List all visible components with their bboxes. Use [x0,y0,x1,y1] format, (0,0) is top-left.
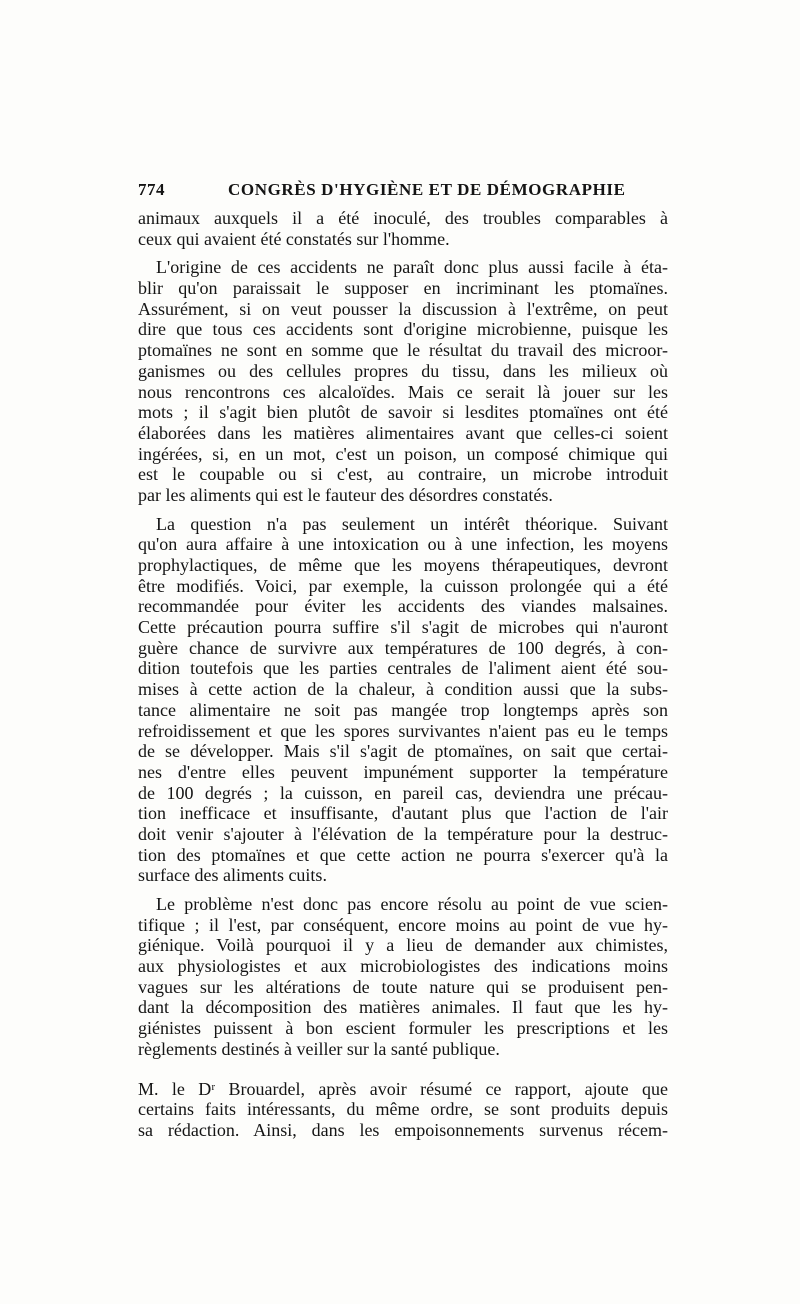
paragraph-brouardel [138,1079,668,1141]
text-line: aux physiologistes et aux microbiologistes des indications moins [138,956,668,977]
text-line: être modifiés. Voici, par exemple, la cuisson prolongée qui a été [138,575,668,596]
text-line: doit venir s'ajouter à l'élévation de la température pour la destruc- [138,823,668,844]
text-line: prophylactiques, de même que les moyens thérapeutiques, devront [138,555,668,575]
text-line: de 100 degrés ; la cuisson, en pareil cas, deviendra une précau- [138,782,668,803]
text-line: mises à cette action de la chaleur, à condition aussi que la subs- [138,679,668,700]
text-line: ptomaïnes ne sont en somme que le résultat du travail des microor- [138,340,668,361]
text-line: par les aliments qui est le fauteur des désordres constatés. [138,484,553,505]
text-line: surface des aliments cuits. [138,865,327,886]
paragraph-origin-accidents [138,257,668,505]
text-line: tion des ptomaïnes et que cette action ne pourra s'exercer qu'à la [138,844,668,865]
text-line: qu'on aura affaire à une intoxication ou à une infection, les moyens [138,534,668,555]
text-line: tance alimentaire ne soit pas mangée trop longtemps après son [138,699,668,720]
text-line: La question n'a pas seulement un intérêt théorique. Suivant [156,513,668,534]
text-line: tion inefficace et insuffisante, d'autant plus que l'action de l'air [138,803,668,824]
text-line: giénistes puissent à bon escient formuler les prescriptions et les [138,1018,668,1039]
text-line: nous rencontrons ces alcaloïdes. Mais ce serait là jouer sur les [138,381,668,402]
text-line: ceux qui avaient été constatés sur l'homme. [138,228,450,249]
page-number: 774 [138,180,165,199]
text-line: est le coupable ou si c'est, au contraire, un microbe introduit [138,464,668,485]
text-line: M. le Dʳ Brouardel, après avoir résumé ce rapport, ajoute que [138,1078,668,1099]
text-line: guère chance de survivre aux températures de 100 degrés, à con- [138,637,668,658]
text-line: dition toutefois que les parties centrales de l'aliment aient été sou- [138,658,668,679]
page-body [138,208,668,1141]
text-line: mots ; il s'agit bien plutôt de savoir si lesdites ptomaïnes ont été [138,402,668,423]
page-header [138,180,668,204]
text-line: certains faits intéressants, du même ordre, se sont produits depuis [138,1099,668,1120]
text-line: nes d'entre elles peuvent impunément supporter la température [138,761,668,782]
text-line: dire que tous ces accidents sont d'origine microbienne, puisque les [138,319,668,340]
running-title: CONGRÈS D'HYGIÈNE ET DE DÉMOGRAPHIE [228,180,626,199]
text-line: animaux auxquels il a été inoculé, des troubles comparables à [138,208,668,228]
text-line: giénique. Voilà pourquoi il y a lieu de demander aux chimistes, [138,935,668,956]
paragraph-probleme [138,894,668,1060]
text-line: ganismes ou des cellules propres du tissu, dans les milieux où [138,360,668,381]
text-line: Le problème n'est donc pas encore résolu au point de vue scien- [156,894,668,914]
paragraph-continuation [138,208,668,249]
text-line: élaborées dans les matières alimentaires avant que celles-ci soient [138,422,668,443]
text-line: refroidissement et que les spores survivantes n'aient pas eu le temps [138,720,668,741]
text-line: recommandée pour éviter les accidents des viandes malsaines. [138,596,668,617]
text-line: Assurément, si on veut pousser la discussion à l'extrême, on peut [138,298,668,319]
text-line: sa rédaction. Ainsi, dans les empoisonnements survenus récem- [138,1119,668,1140]
paragraph-question-theorique [138,514,668,886]
text-line: blir qu'on paraissait le supposer en incriminant les ptomaïnes. [138,278,668,299]
text-line: dant la décomposition des matières animales. Il faut que les hy- [138,997,668,1018]
text-line: règlements destinés à veiller sur la santé publique. [138,1038,500,1059]
text-line: tifique ; il l'est, par conséquent, encore moins au point de vue hy- [138,914,668,935]
text-line: ingérées, si, en un mot, c'est un poison, un composé chimique qui [138,443,668,464]
text-line: Cette précaution pourra suffire s'il s'agit de microbes qui n'auront [138,617,668,638]
text-line: vagues sur les altérations de toute nature qui se produisent pen- [138,976,668,997]
text-line: L'origine de ces accidents ne paraît donc plus aussi facile à éta- [156,257,668,278]
text-line: de se développer. Mais s'il s'agit de ptomaïnes, on sait que certai- [138,741,668,762]
